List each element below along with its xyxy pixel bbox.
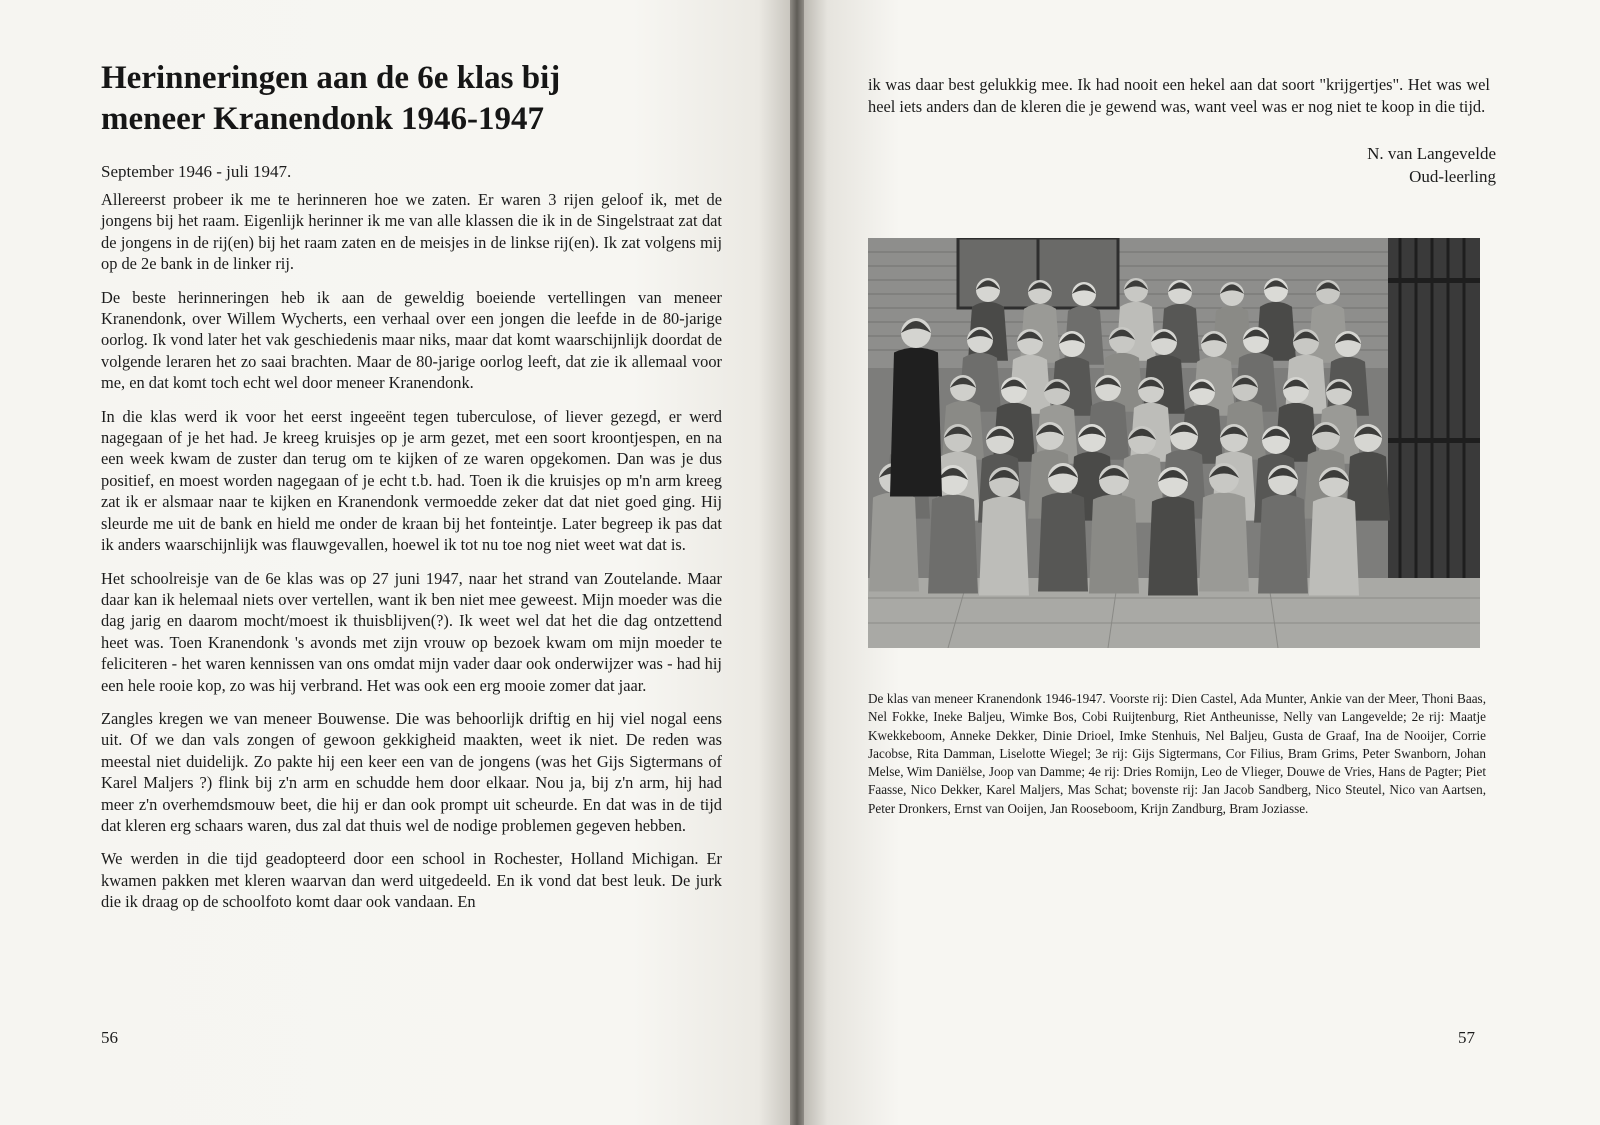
signature-name: N. van Langevelde	[1367, 144, 1496, 163]
continuation-text: ik was daar best gelukkig mee. Ik had nooit een hekel aan dat soort "krijgertjes". Het was wel heel iets anders dan de kleren die je gewend was, want veel was er nog niet te koop in die tijd.	[868, 75, 1490, 116]
right-page	[804, 0, 1600, 1125]
paragraph: In die klas werd ik voor het eerst ingeeënt tegen tuberculose, of liever gezegd, er werd nagegaan of je het had. Je kreeg kruisjes op je arm gezet, met een soort kroontjespen, en na een week kwam de zuster dan terug om te kijken of ze waren opgekomen. Dan was je dus positief, en moest worden nagegaan of je echt t.b. had. Toen ik die kruisjes op m'n arm kreeg zat ik er alsmaar naar te kijken en Kranendonk vermoedde zeker dat dat niet goed ging. Hij sleurde me uit de bank en hield me onder de kraan bij het fonteintje. Later begreep ik pas dat ik anders waarschijnlijk was flauwgevallen, hoewel ik tot nu toe nog niet weet wat dat is.	[101, 406, 722, 555]
article-body	[101, 189, 722, 925]
paragraph: Zangles kregen we van meneer Bouwense. Die was behoorlijk driftig en hij viel nogal eens uit. Of we dan vals zongen of gewoon gekkigheid maakten, weet ik niet. De reden was meestal niet duidelijk. Zo pakte hij een keer een van de jongens (was het Gijs Sigtermans of Karel Maljers ?) flink bij z'n arm en schudde hem door elkaar. Nou ja, bij z'n arm, hij had meer z'n overhemdsmouw beet, die hij er dan ook prompt uit scheurde. En dat was in de tijd dat kleren erg schaars waren, dus zal dat thuis wel de nodige problemen gegeven hebben.	[101, 708, 722, 835]
paragraph: Allereerst probeer ik me te herinneren hoe we zaten. Er waren 3 rijen geloof ik, met de jongens bij het raam. Eigenlijk herinner ik me van alle klassen die ik in de Singelstraat zat dat de jongens in de rij(en) bij het raam zaten en de meisjes in de linkse rij(en). Ik zat volgens mij op de 2e bank in de linker rij.	[101, 190, 722, 274]
book-gutter	[790, 0, 804, 1125]
class-photo-image	[868, 238, 1480, 648]
photo-caption: De klas van meneer Kranendonk 1946-1947. Voorste rij: Dien Castel, Ada Munter, Ankie van der Meer, Thoni Baas, Nel Fokke, Ineke Baljeu, Wimke Bos, Cobi Ruijtenburg, Riet Antheunisse, Nelly van Langevelde; 2e rij: Maatje Kwekkeboom, Anneke Dekker, Dinie Drioel, Imke Stenhuis, Nel Baljeu, Gusta de Graaf, Ina de Nooijer, Corrie Jacobse, Rita Damman, Liselotte Wiegel; 3e rij: Gijs Sigtermans, Cor Filius, Bram Grims, Peter Swanborn, Johan Melse, Wim Daniëlse, Joop van Damme; 4e rij: Dries Romijn, Leo de Vlieger, Douwe de Vries, Hans de Pagter; Piet Faasse, Nico Dekker, Karel Maljers, Mas Schat; bovenste rij: Jan Jacob Sandberg, Nico Steutel, Nico van Aartsen, Peter Dronkers, Ernst van Ooijen, Jan Rooseboom, Krijn Zandburg, Bram Joziasse.	[868, 691, 1486, 816]
dateline: September 1946 - juli 1947.	[101, 162, 292, 181]
signature	[1367, 142, 1496, 188]
page-number-left: 56	[101, 1028, 118, 1047]
page-number-right: 57	[1458, 1028, 1475, 1047]
paragraph: Het schoolreisje van de 6e klas was op 27 juni 1947, naar het strand van Zoutelande. Maar daar kan ik helemaal niets over vertellen, want ik ben niet mee geweest. Mijn moeder was die dag jarig en daarom mocht/moest ik thuisblijven(?). Ik weet wel dat het die dag ontzettend heet was. Toen Kranendonk 's avonds met zijn vrouw op bezoek kwam om mijn moeder te feliciteren - het waren kennissen van ons omdat mijn vader daar ook onderwijzer was - had hij een hele rooie kop, zo was hij verbrand. Het was ook een erg mooie zomer dat jaar.	[101, 568, 722, 695]
article-title: Herinneringen aan de 6e klas bij meneer Kranendonk 1946-1947	[101, 60, 561, 137]
paragraph: De beste herinneringen heb ik aan de geweldig boeiende vertellingen van meneer Kranendonk, over Willem Wycherts, een verhaal over een jongen die leefde in de 80-jarige oorlog. Ik vond later het vak geschiedenis maar niks, maar dat komt waarschijnlijk doordat de volgende leraren het zo saai brachten. Maar de 80-jarige oorlog leeft, dat zie ik allemaal voor me, en dat komt toch echt wel door meneer Kranendonk.	[101, 287, 722, 393]
paragraph: We werden in die tijd geadopteerd door een school in Rochester, Holland Michigan. Er kwamen pakken met kleren waarvan dan werd uitgedeeld. En ik vond dat best leuk. De jurk die ik draag op de schoolfoto komt daar ook vandaan. En	[101, 849, 722, 912]
left-page	[0, 0, 790, 1125]
signature-role: Oud-leerling	[1409, 167, 1496, 186]
